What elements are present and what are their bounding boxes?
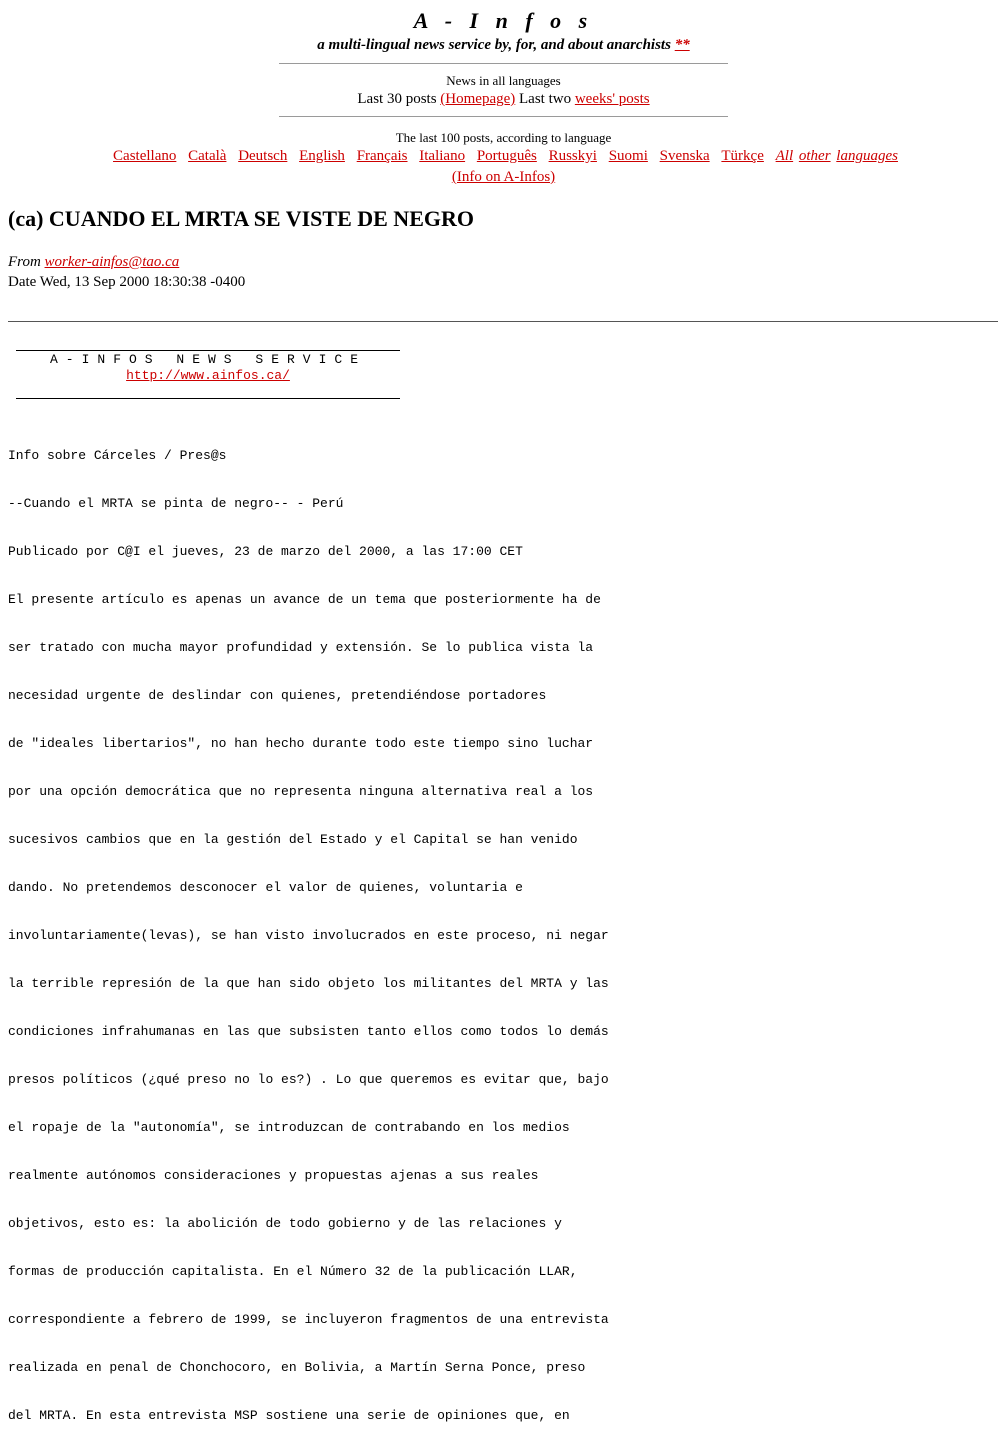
body-line: presos políticos (¿qué preso no lo es?) . Lo que queremos es evitar que, bajo [8,1072,609,1087]
body-line: --Cuando el MRTA se pinta de negro-- - Perú [8,496,344,511]
date-line: Date Wed, 13 Sep 2000 18:30:38 -0400 [8,274,246,290]
info-nav [0,169,1007,186]
body-line: condiciones infrahumanas en las que subsisten tanto ellos como todos lo demás [8,1024,609,1039]
service-url-link[interactable]: http://www.ainfos.ca/ [126,368,290,383]
lang-link-deutsch[interactable]: Deutsch [238,148,288,164]
service-rule-bottom [16,398,400,399]
divider [279,63,728,64]
tagline-footnote-link[interactable]: ** [674,37,690,53]
service-url-wrapper [16,368,400,383]
lang-link-francais[interactable]: Français [356,148,408,164]
service-banner: A-INFOS NEWS SERVICE [49,352,367,367]
body-line: realizada en penal de Chonchocoro, en Bolivia, a Martín Serna Ponce, preso [8,1360,586,1375]
lang-link-russkyi[interactable]: Russkyi [548,148,597,164]
lang-link-english[interactable]: English [299,148,345,164]
article-body [8,416,609,1440]
body-line: realmente autónomos consideraciones y propuestas ajenas a sus reales [8,1168,539,1183]
body-line: correspondiente a febrero de 1999, se incluyeron fragmentos de una entrevista [8,1312,609,1327]
body-line: dando. No pretendemos desconocer el valor de quienes, voluntaria e [8,880,523,895]
body-line: involuntariamente(levas), se han visto involucrados en este proceso, ni negar [8,928,609,943]
other-languages-link[interactable]: other [798,148,831,164]
site-tagline [0,37,1007,54]
lang-link-portugues[interactable]: Português [476,148,537,164]
language-nav [0,148,1007,165]
lang-link-italiano[interactable]: Italiano [419,148,466,164]
body-line: por una opción democrática que no representa ninguna alternativa real a los [8,784,594,799]
body-line: necesidad urgente de deslindar con quienes, pretendiéndose portadores [8,688,547,703]
body-line: formas de producción capitalista. En el Número 32 de la publicación LLAR, [8,1264,578,1279]
info-on-ainfos-link[interactable]: (Info on A-Infos) [451,169,556,185]
divider [279,116,728,117]
body-line: el ropaje de la "autonomía", se introduzcan de contrabando en los medios [8,1120,570,1135]
from-label: From [8,254,41,270]
lang-link-turkce[interactable]: Türkçe [721,148,764,164]
divider [8,321,998,322]
body-line: de "ideales libertarios", no han hecho durante todo este tiempo sino luchar [8,736,594,751]
weeks-posts-link[interactable]: weeks' posts [574,91,650,107]
last30-label: Last 30 posts [357,91,437,107]
news-all-languages-label: News in all languages [446,73,561,88]
author-email-link[interactable]: worker-ainfos@tao.ca [44,254,180,270]
site-title: A - I n f o s [413,8,594,33]
body-line: del MRTA. En esta entrevista MSP sostiene una serie de opiniones que, en [8,1408,570,1423]
body-line: ser tratado con mucha mayor profundidad y extensión. Se lo publica vista la [8,640,594,655]
lang-link-svenska[interactable]: Svenska [659,148,710,164]
page-title: (ca) CUANDO EL MRTA SE VISTE DE NEGRO [8,206,474,231]
body-line: El presente artículo es apenas un avance de un tema que posteriormente ha de [8,592,601,607]
lang-link-castellano[interactable]: Castellano [113,148,177,164]
lang-link-suomi[interactable]: Suomi [608,148,648,164]
tagline-text: a multi-lingual news service by, for, and about anarchists [317,37,671,53]
lang-link-catala[interactable]: Català [188,148,227,164]
body-line: Info sobre Cárceles / Pres@s [8,448,227,463]
from-line [8,254,179,271]
service-rule-top [16,350,400,351]
body-line: Publicado por C@I el jueves, 23 de marzo del 2000, a las 17:00 CET [8,544,523,559]
last100-label: The last 100 posts, according to language [395,130,612,145]
all-languages-link[interactable]: All [775,148,794,164]
body-line: la terrible represión de la que han sido objeto los militantes del MRTA y las [8,976,609,991]
languages-link[interactable]: languages [836,148,898,164]
body-line: sucesivos cambios que en la gestión del Estado y el Capital se han venido [8,832,578,847]
homepage-link[interactable]: (Homepage) [440,91,516,107]
body-line: objetivos, esto es: la abolición de todo gobierno y de las relaciones y [8,1216,562,1231]
recent-posts-nav [0,91,1007,108]
last-two-label: Last two [519,91,572,107]
